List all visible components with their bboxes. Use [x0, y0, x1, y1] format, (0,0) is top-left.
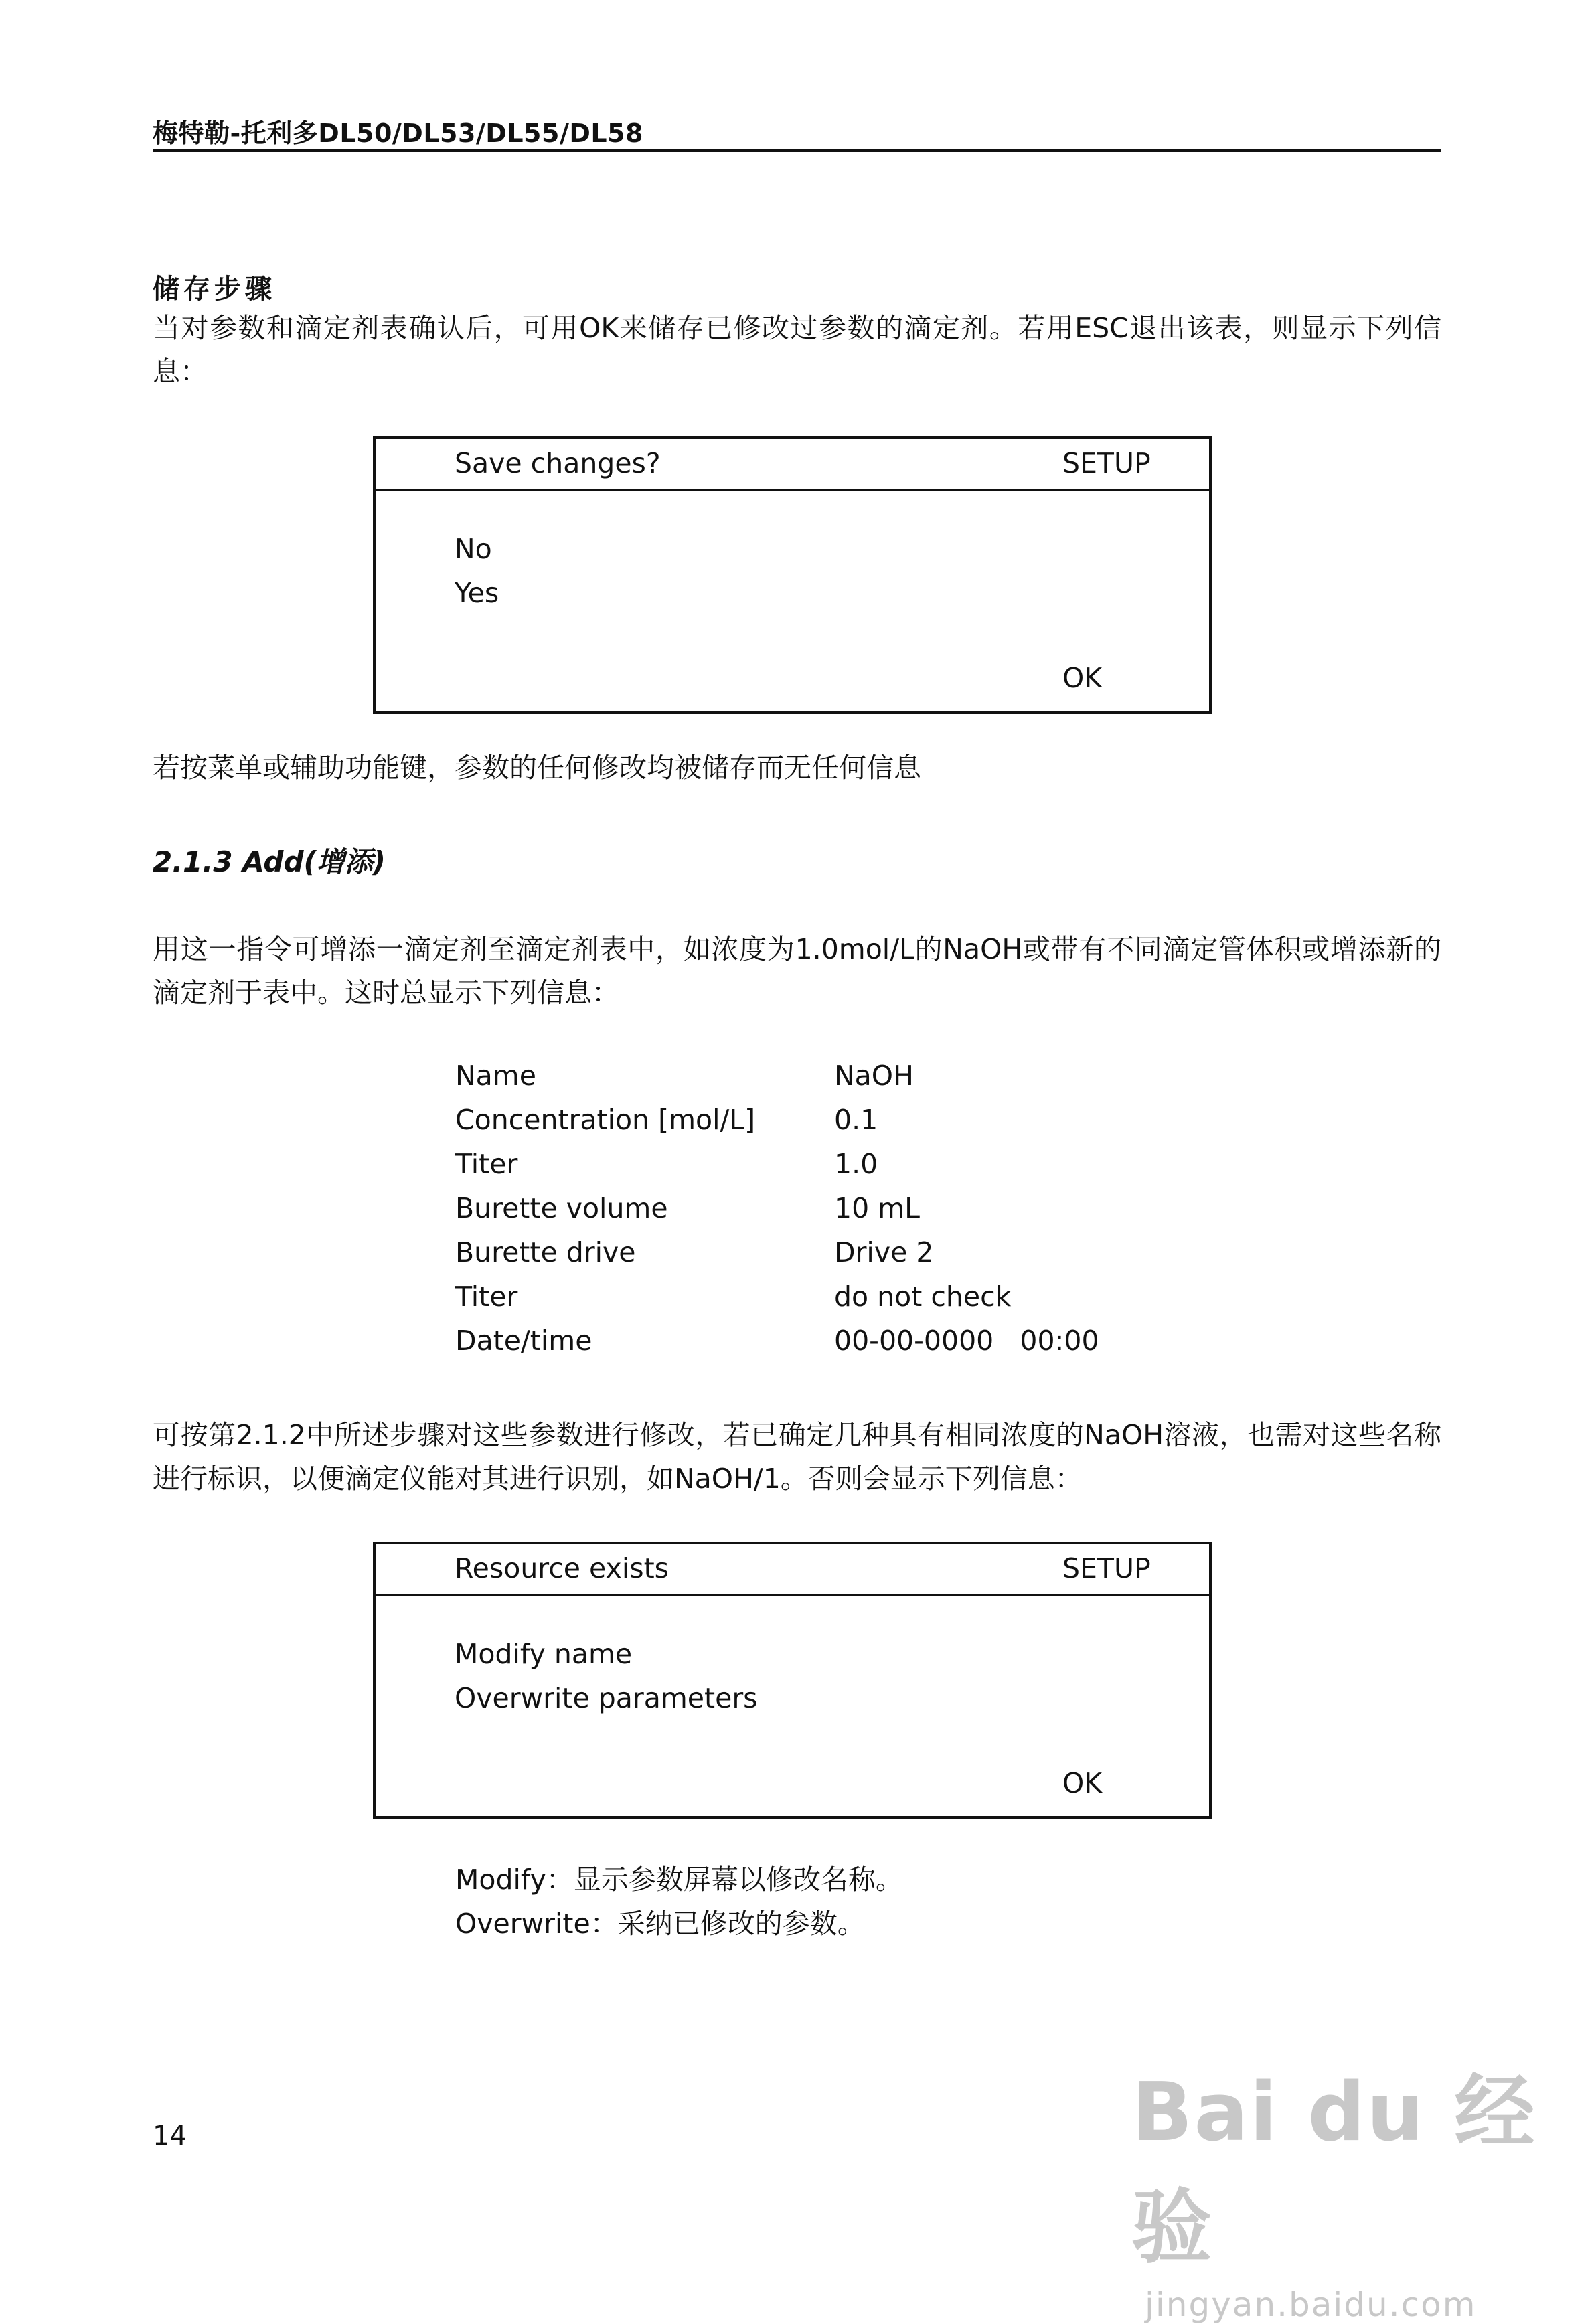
option-yes[interactable]: Yes: [455, 577, 499, 609]
paragraph-save-intro: 当对参数和滴定剂表确认后，可用OK来储存已修改过参数的滴定剂。若用ESC退出该表，则显示下列信息：: [153, 312, 1441, 388]
dialog-title: Resource exists: [455, 1552, 669, 1584]
dialog-mode-label: SETUP: [1062, 1552, 1151, 1584]
param-value: 1.0: [834, 1148, 878, 1180]
option-notes: [455, 1857, 903, 1946]
param-label: Date/time: [455, 1325, 592, 1357]
ok-button[interactable]: OK: [1062, 1767, 1103, 1799]
baidu-watermark: [1131, 2048, 1594, 2324]
paragraph-menu-keys: 若按菜单或辅助功能键，参数的任何修改均被储存而无任何信息: [153, 752, 921, 784]
option-no[interactable]: No: [455, 533, 492, 565]
dialog-header: [376, 1544, 1209, 1596]
param-value: do not check: [834, 1280, 1012, 1313]
dialog-title: Save changes?: [455, 447, 661, 479]
param-value: 00-00-0000 00:00: [834, 1325, 1099, 1357]
ok-button[interactable]: OK: [1062, 662, 1103, 694]
dialog-header: [376, 439, 1209, 491]
page-number: 14: [153, 2121, 187, 2151]
note-modify: Modify：显示参数屏幕以修改名称。: [455, 1863, 903, 1896]
param-label: Name: [455, 1060, 536, 1092]
param-label: Concentration [mol/L]: [455, 1104, 756, 1136]
header-rule: [153, 149, 1441, 152]
param-value: Drive 2: [834, 1236, 934, 1268]
paragraph-resource-exists: 可按第2.1.2中所述步骤对这些参数进行修改，若已确定几种具有相同浓度的NaOH溶液，也需对这些名称进行标识，以便滴定仪能对其进行识别，如NaOH/1。否则会显示下列信息：: [153, 1419, 1441, 1495]
param-label: Titer: [455, 1280, 518, 1313]
param-label: Burette drive: [455, 1236, 636, 1268]
save-changes-dialog: [373, 436, 1212, 714]
note-overwrite: Overwrite：采纳已修改的参数。: [455, 1908, 865, 1940]
watermark-brand: Bai du 经验: [1131, 2066, 1536, 2274]
dialog-mode-label: SETUP: [1062, 447, 1151, 479]
paragraph-add-intro: 用这一指令可增添一滴定剂至滴定剂表中，如浓度为1.0mol/L的NaOH或带有不同滴定管体积或增添新的滴定剂于表中。这时总显示下列信息：: [153, 933, 1441, 1009]
page-header-title: 梅特勒-托利多DL50/DL53/DL55/DL58: [153, 118, 643, 148]
param-label: Titer: [455, 1148, 518, 1180]
option-modify-name[interactable]: Modify name: [455, 1638, 633, 1670]
resource-exists-dialog: [373, 1542, 1212, 1819]
param-value: NaOH: [834, 1060, 914, 1092]
watermark-url: jingyan.baidu.com: [1145, 2285, 1477, 2324]
option-overwrite-parameters[interactable]: Overwrite parameters: [455, 1682, 758, 1714]
subsection-heading: 2.1.3 Add(增添): [153, 845, 386, 878]
section-heading: 储存步骤: [153, 274, 276, 305]
param-label: Burette volume: [455, 1192, 668, 1224]
param-value: 10 mL: [834, 1192, 920, 1224]
param-value: 0.1: [834, 1104, 878, 1136]
